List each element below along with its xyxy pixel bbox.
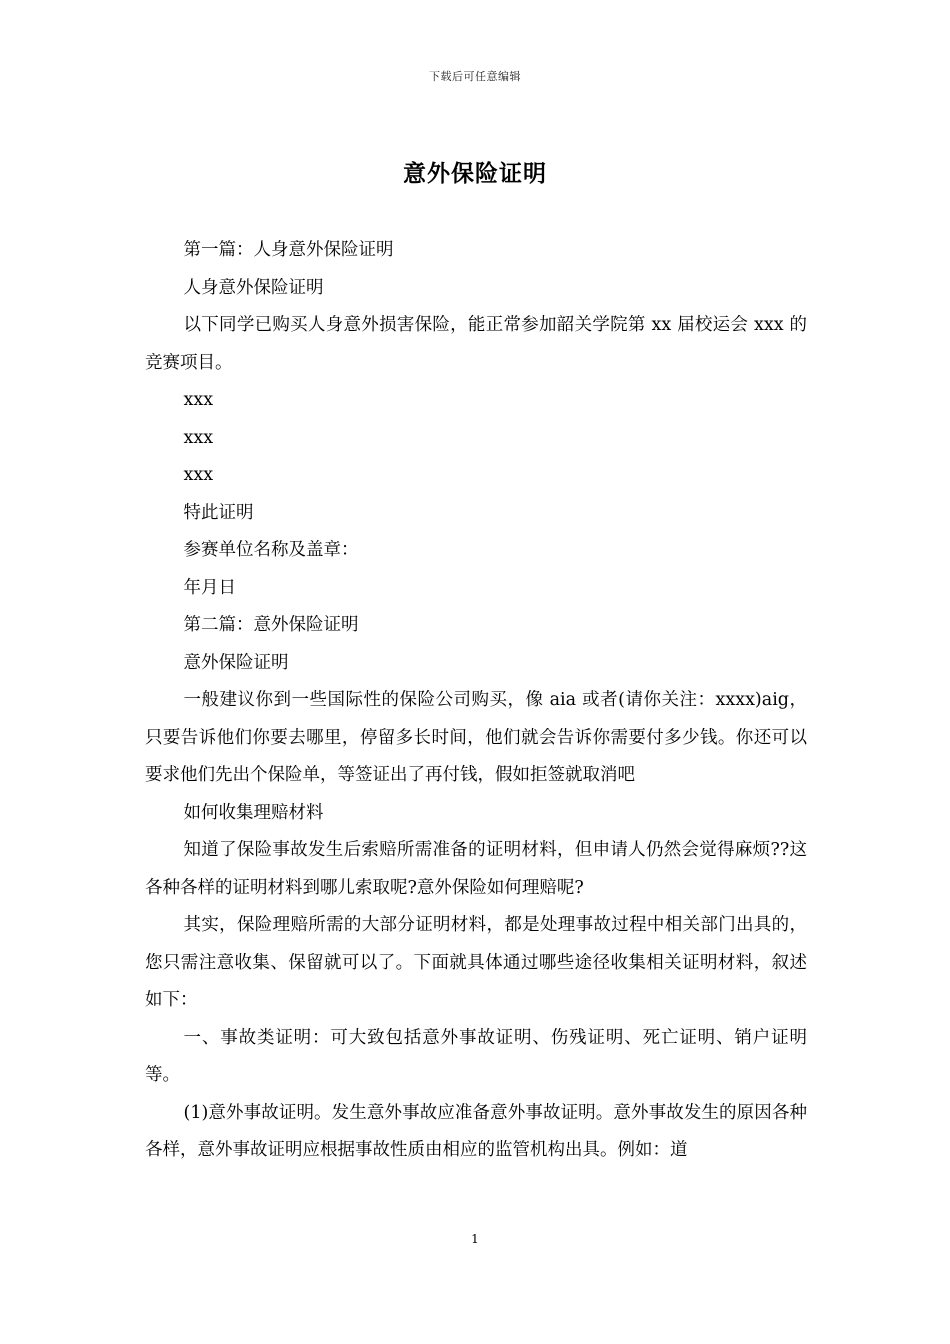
page-number: 1 bbox=[471, 1232, 479, 1246]
paragraph: 如何收集理赔材料 bbox=[183, 802, 324, 823]
paragraph: 第一篇：人身意外保险证明 bbox=[183, 240, 394, 260]
paragraph: 知道了保险事故发生后索赔所需准备的证明材料，但申请人仍然会觉得麻烦??这各种各样的证明材料到哪儿索取呢?意外保险如何理赔呢? bbox=[145, 840, 807, 898]
paragraph: 一般建议你到一些国际性的保险公司购买，像 aia 或者(请你关注：xxxx)aig，只要告诉他们你要去哪里，停留多长时间，他们就会告诉你需要付多少钱。你还可以要求他们先出个保险单，等签证出了再付钱，假如拒签就取消吧 bbox=[145, 690, 807, 785]
paragraph: 第二篇：意外保险证明 bbox=[183, 615, 359, 635]
paragraph: xxx bbox=[183, 427, 214, 448]
paragraph: 年月日 bbox=[183, 577, 236, 598]
paragraph: 人身意外保险证明 bbox=[183, 277, 324, 298]
paragraph: xxx bbox=[183, 390, 214, 410]
paragraph: (1)意外事故证明。发生意外事故应准备意外事故证明。意外事故发生的原因各种各样，意外事故证明应根据事故性质由相应的监管机构出具。例如：道 bbox=[145, 1102, 807, 1160]
paragraph: 其实，保险理赔所需的大部分证明材料，都是处理事故过程中相关部门出具的，您只需注意收集、保留就可以了。下面就具体通过哪些途径收集相关证明材料，叙述如下： bbox=[145, 915, 807, 1010]
paragraph: 特此证明 bbox=[183, 502, 254, 523]
document-title: 意外保险证明 bbox=[403, 160, 547, 187]
paragraph: 以下同学已购买人身意外损害保险，能正常参加韶关学院第 xx 届校运会 xxx 的竞赛项目。 bbox=[145, 315, 807, 373]
document-body bbox=[145, 232, 807, 1170]
page-header: 下载后可任意编辑 bbox=[429, 70, 521, 83]
paragraph: xxx bbox=[183, 465, 214, 485]
paragraph: 意外保险证明 bbox=[183, 652, 289, 673]
paragraph: 一、事故类证明：可大致包括意外事故证明、伤残证明、死亡证明、销户证明等。 bbox=[145, 1027, 807, 1085]
paragraph: 参赛单位名称及盖章： bbox=[183, 540, 359, 560]
